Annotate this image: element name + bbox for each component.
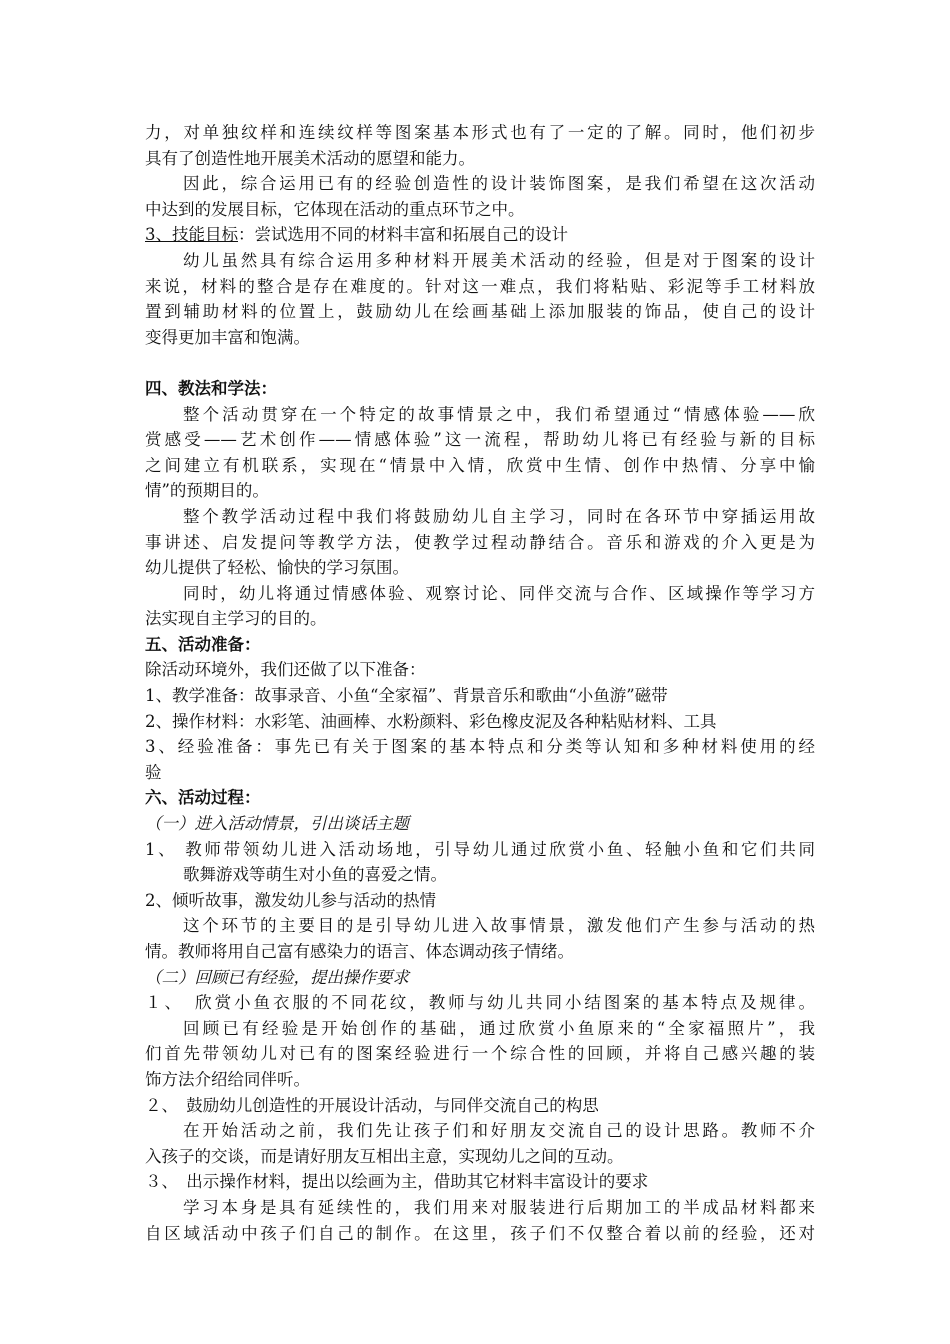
paragraph-line — [145, 1118, 815, 1144]
blank-line — [145, 350, 815, 376]
paragraph-line — [145, 1221, 815, 1247]
line-text: 学习本身是具有延续性的，我们用来对服装进行后期加工的半成品材料都来 — [183, 1197, 815, 1217]
paragraph-line — [145, 555, 815, 581]
section-heading — [145, 785, 815, 811]
paragraph-line — [145, 760, 815, 786]
line-text: 2、操作材料：水彩笔、油画棒、水粉颜料、彩色橡皮泥及各种粘贴材料、工具 — [145, 711, 717, 731]
line-text: 饰方法介绍给同伴听。 — [145, 1069, 310, 1089]
paragraph-line — [145, 248, 815, 274]
paragraph-line — [145, 888, 815, 914]
underlined-label: 3、技能目标 — [145, 225, 238, 245]
line-text: 自区域活动中孩子们自己的制作。在这里，孩子们不仅整合着以前的经验，还对 — [145, 1223, 815, 1243]
paragraph-line — [145, 299, 815, 325]
section-heading — [145, 632, 815, 658]
paragraph-line — [145, 1041, 815, 1067]
line-text: 因此，综合运用已有的经验创造性的设计装饰图案，是我们希望在这次活动 — [183, 174, 815, 194]
line-text: 2、倾听故事，激发幼儿参与活动的热情 — [145, 890, 436, 910]
subsection-heading — [145, 811, 815, 837]
document-body — [145, 120, 815, 1246]
paragraph-line — [145, 274, 815, 300]
line-text: 之间建立有机联系，实现在“情景中入情，欣赏中生情、创作中热情、分享中愉 — [145, 455, 815, 475]
line-text: （一）进入活动情景，引出谈话主题 — [145, 814, 409, 834]
paragraph-line — [145, 504, 815, 530]
paragraph-line — [145, 939, 815, 965]
subsection-heading — [145, 965, 815, 991]
line-text: １、 欣赏小鱼衣服的不同花纹，教师与幼儿共同小结图案的基本特点及规律。 — [145, 993, 815, 1013]
paragraph-line — [145, 990, 815, 1016]
line-text: 具有了创造性地开展美术活动的愿望和能力。 — [145, 148, 475, 168]
paragraph-line — [145, 1016, 815, 1042]
line-text: 这个环节的主要目的是引导幼儿进入故事情景，激发他们产生参与活动的热 — [183, 916, 815, 936]
paragraph-line — [145, 862, 815, 888]
line-text: 们首先带领幼儿对已有的图案经验进行一个综合性的回顾，并将自己感兴趣的装 — [145, 1044, 815, 1064]
paragraph-line — [145, 197, 815, 223]
line-text: ２、 鼓励幼儿创造性的开展设计活动，与同伴交流自己的构思 — [145, 1095, 599, 1115]
paragraph-line — [145, 478, 815, 504]
paragraph-line — [145, 709, 815, 735]
paragraph-line — [145, 1169, 815, 1195]
line-text: 在开始活动之前，我们先让孩子们和好朋友交流自己的设计思路。教师不介 — [183, 1121, 815, 1141]
paragraph-line — [145, 453, 815, 479]
line-text: 验 — [145, 762, 162, 782]
line-text: 力，对单独纹样和连续纹样等图案基本形式也有了一定的了解。同时，他们初步 — [145, 123, 815, 142]
line-text: 回顾已有经验是开始创作的基础，通过欣赏小鱼原来的“全家福照片”，我 — [183, 1018, 815, 1038]
line-text: 1、教学准备：故事录音、小鱼“全家福”、背景音乐和歌曲“小鱼游”磁带 — [145, 686, 668, 706]
paragraph-line — [145, 913, 815, 939]
line-text: 事讲述、启发提问等教学方法，使教学过程动静结合。音乐和游戏的介入更是为 — [145, 532, 815, 552]
line-text: ：尝试选用不同的材料丰富和拓展自己的设计 — [238, 225, 568, 245]
section-heading — [145, 376, 815, 402]
paragraph-line — [145, 581, 815, 607]
line-text: 入孩子的交谈，而是请好朋友互相出主意，实现幼儿之间的互动。 — [145, 1146, 624, 1166]
paragraph-line — [145, 402, 815, 428]
line-text: 整个教学活动过程中我们将鼓励幼儿自主学习，同时在各环节中穿插运用故 — [183, 506, 815, 526]
line-text: 除活动环境外，我们还做了以下准备： — [145, 660, 426, 680]
line-text: 中达到的发展目标，它体现在活动的重点环节之中。 — [145, 199, 525, 219]
line-text: 五、活动准备： — [145, 634, 261, 654]
line-text: 情”的预期目的。 — [145, 481, 269, 501]
paragraph-line — [145, 657, 815, 683]
line-text: 置到辅助材料的位置上，鼓励幼儿在绘画基础上添加服装的饰品，使自己的设计 — [145, 302, 815, 322]
paragraph-line — [145, 734, 815, 760]
paragraph-line — [145, 427, 815, 453]
line-text: ３、 出示操作材料，提出以绘画为主，借助其它材料丰富设计的要求 — [145, 1172, 649, 1192]
line-text: 六、活动过程： — [145, 788, 261, 808]
line-text: 整个活动贯穿在一个特定的故事情景之中，我们希望通过“情感体验——欣 — [183, 404, 815, 424]
line-text: 情。教师将用自己富有感染力的语言、体态调动孩子情绪。 — [145, 942, 574, 961]
line-text: 同时，幼儿将通过情感体验、观察讨论、同伴交流与合作、区域操作等学习方 — [183, 583, 815, 603]
line-text: （二）回顾已有经验，提出操作要求 — [145, 967, 409, 987]
line-text: 赏感受——艺术创作——情感体验”这一流程，帮助幼儿将已有经验与新的目标 — [145, 430, 815, 450]
line-text: 法实现自主学习的目的。 — [145, 609, 327, 629]
paragraph-line — [145, 120, 815, 146]
paragraph-line — [145, 171, 815, 197]
line-text: 来说，材料的整合是存在难度的。针对这一难点，我们将粘贴、彩泥等手工材料放 — [145, 276, 815, 296]
paragraph-line — [145, 530, 815, 556]
line-text: 变得更加丰富和饱满。 — [145, 327, 310, 347]
paragraph-line — [145, 146, 815, 172]
paragraph-line — [145, 837, 815, 863]
paragraph-line — [145, 222, 815, 248]
line-text: 3、经验准备：事先已有关于图案的基本特点和分类等认知和多种材料使用的经 — [145, 737, 815, 757]
line-text: 四、教法和学法： — [145, 378, 277, 398]
line-text: 幼儿提供了轻松、愉快的学习氛围。 — [145, 558, 409, 578]
line-text: 1、 教师带领幼儿进入活动场地，引导幼儿通过欣赏小鱼、轻触小鱼和它们共同 — [145, 839, 815, 859]
paragraph-line — [145, 1144, 815, 1170]
paragraph-line — [145, 606, 815, 632]
paragraph-line — [145, 1195, 815, 1221]
paragraph-line — [145, 1067, 815, 1093]
paragraph-line — [145, 325, 815, 351]
line-text: 幼儿虽然具有综合运用多种材料开展美术活动的经验，但是对于图案的设计 — [183, 250, 815, 270]
paragraph-line — [145, 1093, 815, 1119]
paragraph-line — [145, 683, 815, 709]
line-text: 歌舞游戏等萌生对小鱼的喜爱之情。 — [183, 865, 447, 885]
